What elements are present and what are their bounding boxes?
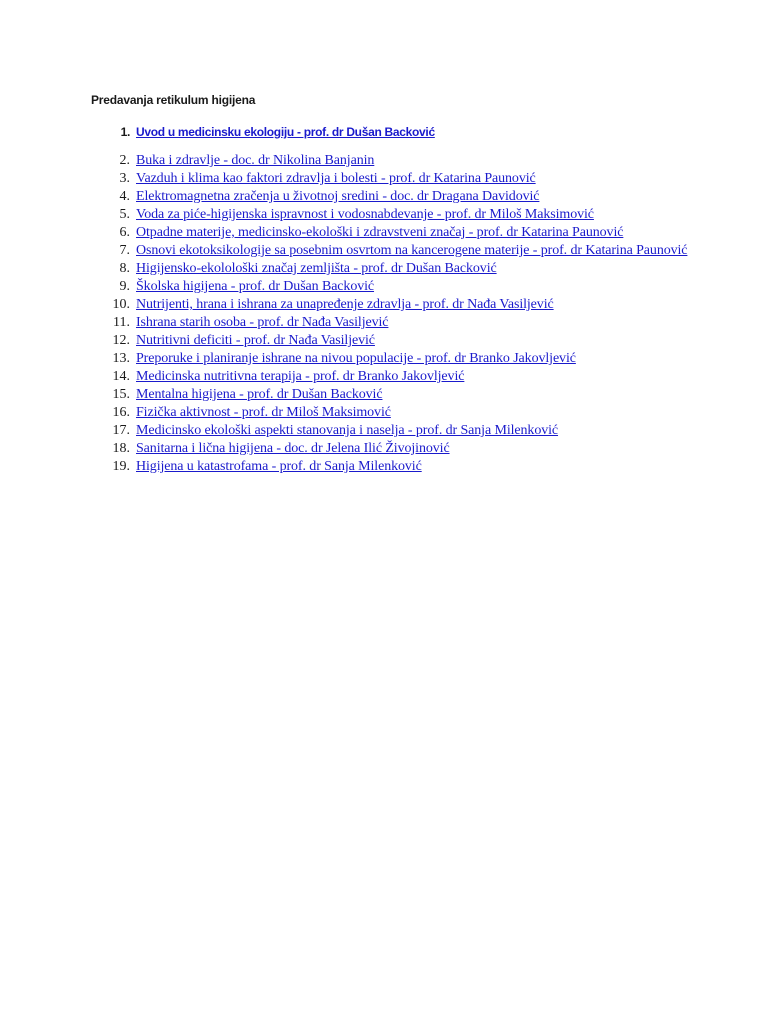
list-item-number: 8. [119,261,130,276]
list-item-number: 12. [112,333,130,348]
list-item [106,278,706,296]
lecture-list [106,123,706,476]
list-item-number: 9. [119,279,130,294]
list-item-number: 13. [112,351,130,366]
lecture-link[interactable]: Higijensko-ekolološki značaj zemljišta - prof. dr Dušan Backović [136,261,497,276]
list-item [106,314,706,332]
lecture-link[interactable]: Medicinska nutritivna terapija - prof. dr Branko Jakovljević [136,369,465,384]
lecture-link[interactable]: Buka i zdravlje - doc. dr Nikolina Banjanin [136,153,375,168]
list-item [106,296,706,314]
list-item-number: 5. [119,207,130,222]
list-item [106,404,706,422]
list-item-number: 19. [112,459,130,474]
list-item [106,206,706,224]
list-item [106,242,706,260]
lecture-link[interactable]: Otpadne materije, medicinsko-ekološki i zdravstveni značaj - prof. dr Katarina Paunović [136,225,624,240]
document-title: Predavanja retikulum higijena [91,93,256,107]
lecture-link[interactable]: Vazduh i klima kao faktori zdravlja i bolesti - prof. dr Katarina Paunović [136,171,536,186]
lecture-link[interactable]: Elektromagnetna zračenja u životnoj sredini - doc. dr Dragana Davidović [136,189,540,204]
list-item [106,368,706,386]
list-item-number: 14. [112,369,130,384]
lecture-link[interactable]: Sanitarna i lična higijena - doc. dr Jelena Ilić Živojinović [136,441,450,456]
list-item [106,440,706,458]
list-item-number: 4. [119,189,130,204]
list-item-number: 7. [119,243,130,258]
lecture-link[interactable]: Nutritivni deficiti - prof. dr Nađa Vasiljević [136,333,375,348]
list-item [106,350,706,368]
list-item [106,170,706,188]
list-item [106,152,706,170]
list-item [106,123,706,142]
list-item-number: 3. [119,171,130,186]
lecture-link[interactable]: Medicinsko ekološki aspekti stanovanja i naselja - prof. dr Sanja Milenković [136,423,559,438]
lecture-link[interactable]: Higijena u katastrofama - prof. dr Sanja Milenković [136,459,422,474]
lecture-link[interactable]: Preporuke i planiranje ishrane na nivou populacije - prof. dr Branko Jakovljević [136,351,576,366]
lecture-link[interactable]: Fizička aktivnost - prof. dr Miloš Maksimović [136,405,391,420]
lecture-link[interactable]: Ishrana starih osoba - prof. dr Nađa Vasiljević [136,315,389,330]
lecture-link[interactable]: Voda za piće-higijenska ispravnost i vodosnabdevanje - prof. dr Miloš Maksimović [136,207,594,222]
list-item-number: 15. [112,387,130,402]
lecture-link[interactable]: Mentalna higijena - prof. dr Dušan Backović [136,387,383,402]
list-item [106,386,706,404]
list-item [106,422,706,440]
list-item [106,188,706,206]
list-item-number: 11. [113,315,130,330]
lecture-link[interactable]: Nutrijenti, hrana i ishrana za unapređenje zdravlja - prof. dr Nađa Vasiljević [136,297,554,312]
list-item [106,260,706,278]
list-item-number: 17. [112,423,130,438]
list-item-number: 6. [119,225,130,240]
list-item-number: 10. [112,297,130,312]
list-item [106,224,706,242]
lecture-link[interactable]: Uvod u medicinsku ekologiju - prof. dr Dušan Backović [136,125,435,139]
list-item-number: 1. [120,125,130,139]
lecture-link[interactable]: Osnovi ekotoksikologije sa posebnim osvrtom na kancerogene materije - prof. dr Katarina Paunović [136,243,688,258]
list-item-number: 16. [112,405,130,420]
list-item [106,332,706,350]
list-item [106,458,706,476]
list-item-number: 2. [119,153,130,168]
list-item-number: 18. [112,441,130,456]
lecture-link[interactable]: Školska higijena - prof. dr Dušan Backović [136,279,375,294]
